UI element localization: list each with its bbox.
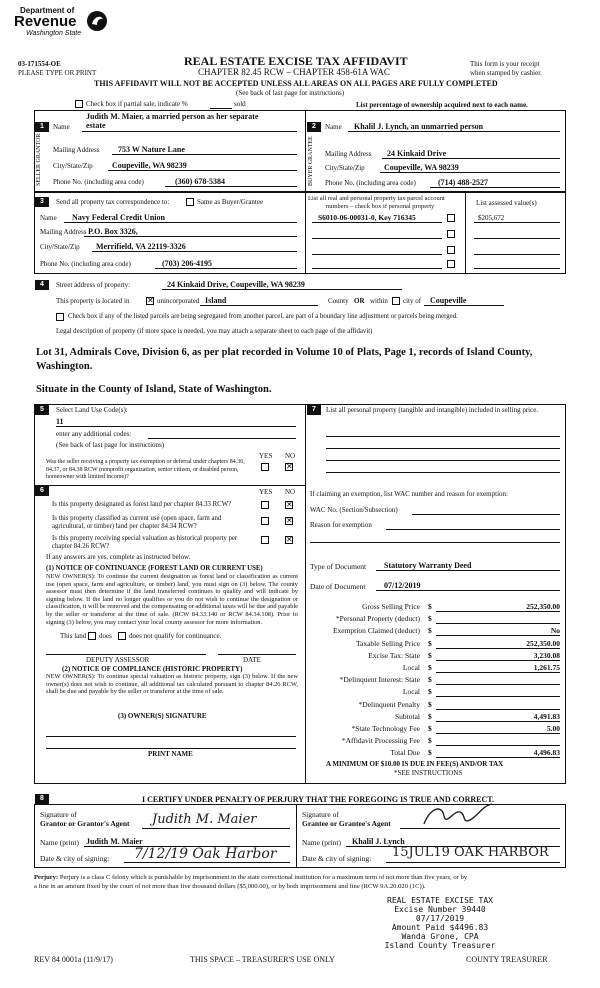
tax-row-line xyxy=(436,696,560,697)
forest-no-checkbox[interactable]: ✕ xyxy=(286,500,293,509)
s6-q2: Is this property classified as current use (open space, farm and agricultural, or timber) land per chapter 84.34 RCW? xyxy=(52,515,222,530)
seller-city: Coupeville, WA 98239 xyxy=(112,161,187,170)
form-code: 03-171554-OE xyxy=(18,60,61,68)
tax-row-label: Total Due xyxy=(390,748,420,758)
s6-no: NO xyxy=(285,488,296,496)
land-use-no: NO xyxy=(285,452,296,460)
land-does-checkbox[interactable] xyxy=(88,632,96,640)
tax-row-value: 4,496.83 xyxy=(533,748,560,758)
land-does-not-checkbox[interactable] xyxy=(118,632,126,640)
notice2-title: (2) NOTICE OF COMPLIANCE (HISTORIC PROPERTY) xyxy=(62,665,243,673)
s6-if-yes: If any answers are yes, complete as instructed below. xyxy=(46,554,191,561)
seller-name-line1: Judith M. Maier, a married person as her separate xyxy=(86,112,259,121)
tax-row-line xyxy=(436,623,560,624)
reason-label: Reason for exemption xyxy=(310,521,372,529)
county-treasurer-label: COUNTY TREASURER xyxy=(466,955,548,964)
tax-row-label: Subtotal xyxy=(394,711,420,721)
tax-row-line xyxy=(436,745,560,746)
grantee-name: Khalil J. Lynch xyxy=(352,837,405,846)
tax-corr-mailing-label: Mailing Address xyxy=(40,228,87,236)
tax-row-label: Local xyxy=(402,663,420,672)
form-warning: THIS AFFIDAVIT WILL NOT BE ACCEPTED UNLESS ALL AREAS ON ALL PAGES ARE FULLY COMPLETED xyxy=(94,79,498,88)
grantor-sig-label-2: Grantor or Grantor's Agent xyxy=(40,819,130,828)
county-name: Island xyxy=(205,296,227,305)
tax-row-line xyxy=(436,721,560,722)
forest-yes-checkbox[interactable] xyxy=(261,501,269,509)
tax-row-currency: $ xyxy=(428,699,432,709)
form-subtitle: CHAPTER 82.45 RCW – CHAPTER 458-61A WAC xyxy=(198,67,390,77)
receipt-note-1: This form is your receipt xyxy=(470,60,540,68)
stamp-line-2: Excise Number 39440 xyxy=(394,905,486,914)
tax-row-value: 5.00 xyxy=(546,724,560,733)
assessed-value: $205,672 xyxy=(478,214,505,222)
buyer-mailing: 24 Kinkaid Drive xyxy=(387,149,447,158)
buyer-phone-label: Phone No. (including area code) xyxy=(325,179,416,187)
tax-corr-city: Merrifield, VA 22119-3326 xyxy=(96,242,186,251)
dept-line2: Revenue xyxy=(14,13,77,30)
form-revision: REV 84 0001a (11/9/17) xyxy=(34,955,113,964)
tax-row-value: No xyxy=(550,626,560,636)
section-4-tag: 4 xyxy=(35,280,49,290)
unincorporated-label: unincorporated xyxy=(157,297,200,305)
wac-label: WAC No. (Section/Subsection) xyxy=(310,506,398,514)
personal-prop-label: List all personal property (tangible and intangible) included in selling price. xyxy=(326,406,539,414)
tax-row-line xyxy=(436,733,560,734)
unincorporated-checkbox[interactable]: ✕ xyxy=(147,296,154,305)
county-label: County xyxy=(328,297,349,305)
tax-corr-name: Navy Federal Credit Union xyxy=(72,213,165,222)
seller-name-line2: estate xyxy=(86,121,106,130)
situate-line: Situate in the County of Island, State of Washington. xyxy=(36,384,272,395)
tax-row-label: Excise Tax: State xyxy=(368,650,420,660)
current-use-yes-checkbox[interactable] xyxy=(261,517,269,525)
tax-row-line xyxy=(436,672,560,673)
personal-property-checkbox-4[interactable] xyxy=(447,260,455,268)
parcel-header-1: List all real and personal property tax parcel account xyxy=(308,195,445,202)
personal-property-checkbox-1[interactable] xyxy=(447,214,455,222)
legal-line-2: Washington. xyxy=(36,361,93,372)
buyer-mailing-label: Mailing Address xyxy=(325,150,372,158)
tax-row-line xyxy=(436,684,560,685)
perjury-line-1 xyxy=(34,874,467,881)
partial-sale-sold: sold xyxy=(234,100,246,108)
exemption-question: Was the seller receiving a property tax exemption or deferral under chapters 84.36, 84.37, or 84.38 RCW (nonprofit organization, senior citizen, or disabled person, homeowner with limited income)? xyxy=(46,459,245,480)
exemption-list-label: If claiming an exemption, list WAC number and reason for exemption: xyxy=(310,490,508,498)
partial-sale-checkbox[interactable] xyxy=(75,100,83,108)
s6-yes: YES xyxy=(259,488,273,496)
legal-label: Legal description of property (if more space is needed, you may attach a separate sheet to each page of the affidavit) xyxy=(56,328,373,335)
doc-type-label: Type of Document xyxy=(310,562,367,571)
tax-row-label: Exemption Claimed (deduct) xyxy=(332,626,420,636)
tax-row-value: 252,350.00 xyxy=(526,602,560,611)
personal-property-checkbox-2[interactable] xyxy=(447,230,455,238)
tax-row-label: *Affidavit Processing Fee xyxy=(341,736,420,746)
buyer-side-label: BUYER GRANTEE xyxy=(308,136,314,186)
tax-row-label: *Delinquent Interest: State xyxy=(339,675,420,685)
buyer-city: Coupeville, WA 98239 xyxy=(384,163,459,172)
form-title: REAL ESTATE EXCISE TAX AFFIDAVIT xyxy=(184,54,408,68)
segregation-checkbox[interactable] xyxy=(56,313,64,321)
tax-row-currency: $ xyxy=(428,650,432,660)
receipt-note-2: when stamped by cashier. xyxy=(470,69,542,77)
tax-row-line xyxy=(436,660,560,661)
tax-row-line xyxy=(436,709,560,710)
tax-row-line xyxy=(436,757,560,758)
segregation-label: Check box if any of the listed parcels are being segregated from another parcel, are part of a boundary line adjustment or parcels being merged. xyxy=(68,313,458,320)
this-land-label: This land xyxy=(60,632,87,640)
section-3-tag: 3 xyxy=(35,197,49,207)
buyer-name: Khalil J. Lynch, an unmarried person xyxy=(354,122,484,131)
seller-city-label: City/State/Zip xyxy=(53,162,93,170)
tax-row-currency: $ xyxy=(428,663,432,672)
does-label: does xyxy=(99,632,112,640)
tax-row-label: Gross Selling Price xyxy=(362,602,420,611)
tax-row-line xyxy=(436,648,560,649)
grantee-sig-label-2: Grantee or Grantee's Agent xyxy=(302,819,391,828)
tax-row-currency: $ xyxy=(428,724,432,733)
s6-q1: Is this property designated as forest land per chapter 84.33 RCW? xyxy=(52,501,232,508)
city-of-label: city of xyxy=(403,297,422,305)
grantor-date-city: 7/12/19 Oak Harbor xyxy=(134,846,277,862)
deputy-assessor-label: DEPUTY ASSESSOR xyxy=(86,656,150,664)
partial-sale-label: Check box if partial sale, indicate % xyxy=(86,100,188,108)
stamp-line-3: 07/17/2019 xyxy=(415,914,465,923)
tax-row-currency: $ xyxy=(428,736,432,746)
dept-line1: Department of xyxy=(20,6,75,15)
street-label: Street address of property: xyxy=(56,281,131,289)
land-use-label: Select Land Use Code(s): xyxy=(56,406,128,414)
seller-side-label: SELLER GRANTOR xyxy=(36,133,42,186)
wa-seal-icon xyxy=(86,10,108,32)
buyer-name-label: Name xyxy=(325,123,342,131)
tax-corr-mailing: P.O. Box 3326, xyxy=(88,227,138,236)
grantor-signature: Judith M. Maier xyxy=(152,812,257,827)
tax-row-currency: $ xyxy=(428,748,432,758)
legal-line-1: Lot 31, Admirals Cove, Division 6, as per plat recorded in Volume 10 of Plats, Page 1, records of Island County, xyxy=(36,347,533,358)
grantee-sig-label-1: Signature of xyxy=(302,810,339,819)
personal-property-checkbox-3[interactable] xyxy=(447,246,455,254)
buyer-phone: (714) 488-2527 xyxy=(438,178,488,187)
same-as-buyer-checkbox[interactable] xyxy=(186,198,194,206)
tax-row-currency: $ xyxy=(428,602,432,611)
print-note: PLEASE TYPE OR PRINT xyxy=(18,69,97,77)
historic-yes-checkbox[interactable] xyxy=(261,536,269,544)
street-address: 24 Kinkaid Drive, Coupeville, WA 98239 xyxy=(167,280,305,289)
tax-corr-name-label: Name xyxy=(40,214,57,222)
section-2-tag: 2 xyxy=(307,122,321,132)
stamp-line-5: Wanda Grone, CPA xyxy=(401,932,479,941)
land-use-code: 11 xyxy=(56,417,64,426)
parcel-number: S6010-06-00031-0, Key 716345 xyxy=(318,213,416,222)
grantee-date-city: 15JUL19 OAK HARBOR xyxy=(392,845,549,860)
parcel-header-2: numbers – check box if personal property xyxy=(326,203,435,210)
seller-mailing-label: Mailing Address xyxy=(53,146,100,154)
tax-row-line xyxy=(436,611,560,612)
section-5-tag: 5 xyxy=(35,405,49,415)
tax-row-value: 3,230.08 xyxy=(533,650,560,660)
grantor-date-label: Date & city of signing: xyxy=(40,854,110,863)
print-name-label: PRINT NAME xyxy=(148,750,193,758)
tax-row-currency: $ xyxy=(428,638,432,648)
grantor-name: Judith M. Maier xyxy=(86,837,143,846)
perjury-text-1: Perjury is a class C felony which is punishable by imprisonment in the state correctional institution for a maximum term of not more than five years, or by xyxy=(59,874,468,881)
grantor-name-label: Name (print) xyxy=(40,838,79,847)
tax-row-label: *State Technology Fee xyxy=(351,724,420,733)
notice1-title: (1) NOTICE OF CONTINUANCE (FOREST LAND OR CURRENT USE) xyxy=(46,565,263,572)
historic-no-checkbox[interactable]: ✕ xyxy=(286,535,293,544)
buyer-city-label: City/State/Zip xyxy=(325,164,365,172)
grantee-signature-mark xyxy=(420,800,500,830)
owner-sig-label: (3) OWNER(S) SIGNATURE xyxy=(118,712,207,720)
section-8-tag: 8 xyxy=(35,794,49,804)
tax-row-currency: $ xyxy=(428,687,432,697)
does-not-label: does not qualify for continuance. xyxy=(129,632,222,640)
tax-row-label: *Personal Property (deduct) xyxy=(335,614,420,624)
section-6-tag: 6 xyxy=(35,486,49,496)
tax-corr-phone-label: Phone No. (including area code) xyxy=(40,260,131,268)
grantee-date-label: Date & city of signing: xyxy=(302,854,372,863)
land-use-yes: YES xyxy=(259,452,273,460)
seller-phone: (360) 678-5384 xyxy=(175,177,225,186)
tax-row-value: 252,350.00 xyxy=(526,638,560,648)
perjury-label: Perjury: xyxy=(34,874,59,881)
city-of-checkbox[interactable] xyxy=(392,297,400,305)
s6-q3: Is this property receiving special valuation as historical property per chapter 84.26 RCW? xyxy=(52,535,238,550)
doc-date: 07/12/2019 xyxy=(384,581,421,590)
minimum-note: A MINIMUM OF $10.00 IS DUE IN FEE(S) AND/OR TAX xyxy=(326,760,504,768)
section-1-tag: 1 xyxy=(35,122,49,132)
tax-row-line xyxy=(436,635,560,636)
exemption-yes-checkbox[interactable] xyxy=(261,463,269,471)
deputy-date-label: DATE xyxy=(243,656,261,664)
perjury-text-2: a fine in an amount fixed by the court of not more than five thousand dollars ($5,000.00), or by both imprisonment and fine (RCW 9A.20.020 (1C)). xyxy=(34,883,426,890)
tax-row-currency: $ xyxy=(428,675,432,685)
within-label: within xyxy=(370,297,388,305)
section-7-tag: 7 xyxy=(307,405,321,415)
exemption-no-checkbox[interactable]: ✕ xyxy=(286,462,293,471)
grantor-sig-label-1: Signature of xyxy=(40,810,77,819)
tax-row-value: 1,261.75 xyxy=(533,663,560,672)
seller-mailing: 753 W Nature Lane xyxy=(118,145,185,154)
list-pct-note: List percentage of ownership acquired next to each name. xyxy=(356,101,528,109)
current-use-no-checkbox[interactable]: ✕ xyxy=(286,516,293,525)
seller-name-label: Name xyxy=(53,123,70,131)
doc-date-label: Date of Document xyxy=(310,582,366,591)
tax-row-currency: $ xyxy=(428,614,432,624)
located-label: This property is located in xyxy=(56,297,130,305)
doc-type: Statutory Warranty Deed xyxy=(384,561,472,570)
dept-line3: Washington State xyxy=(26,30,82,37)
tax-row-value: 4,491.83 xyxy=(533,711,560,721)
see-instr-note: *SEE INSTRUCTIONS xyxy=(394,769,463,777)
seller-phone-label: Phone No. (including area code) xyxy=(53,178,144,186)
same-as-buyer-label: Same as Buyer/Grantee xyxy=(197,198,264,206)
tax-row-currency: $ xyxy=(428,626,432,636)
notice2-body: NEW OWNER(S): To continue special valuation as historic property, sign (3) below. If the new owner(s) does not wish to continue, all additional tax calculated pursuant to chapter 84.26 RCW, shall be due and payable by the seller or transferor at the time of sale. xyxy=(46,673,298,696)
or-label: OR xyxy=(354,297,365,305)
land-use-see-back: (See back of last page for instructions) xyxy=(56,441,165,449)
stamp-line-1: REAL ESTATE EXCISE TAX xyxy=(387,896,493,905)
stamp-line-4: Amount Paid $4496.83 xyxy=(391,923,489,932)
notice1-body: NEW OWNER(S): To continue the current designation as forest land or classification as current use (open space, farm and agriculture, or timber) land, you must sign on (3) below. The county assessor must then determine if the land transferred continues to qualify and will indicate by signing below. If the land no longer qualifies or you do not wish to continue the designation or classification, it will be removed and the compensating or additional taxes will be due and payable by the seller or transferor at the time of sale. (RCW 84.33.140 or RCW 84.34.108). Prior to signing (3) below, you may contact your local county assessor for more information. xyxy=(46,573,298,626)
stamp-line-6: Island County Treasurer xyxy=(384,941,496,950)
assessed-header: List assessed value(s) xyxy=(476,199,537,207)
tax-corr-city-label: City/State/Zip xyxy=(40,243,80,251)
tax-row-currency: $ xyxy=(428,711,432,721)
certify-statement: I CERTIFY UNDER PENALTY OF PERJURY THAT THE FOREGOING IS TRUE AND CORRECT. xyxy=(142,795,495,804)
grantee-name-label: Name (print) xyxy=(302,838,341,847)
tax-row-label: Local xyxy=(402,687,420,697)
city-name: Coupeville xyxy=(430,296,467,305)
tax-row-label: Taxable Selling Price xyxy=(355,638,420,648)
tax-corr-phone: (703) 206-4195 xyxy=(162,259,212,268)
tax-row-label: *Delinquent Penalty xyxy=(358,699,420,709)
additional-codes-label: enter any additional codes: xyxy=(56,430,132,438)
see-back-note: (See back of last page for instructions) xyxy=(236,89,345,97)
tax-corr-label: Send all property tax correspondence to: xyxy=(56,198,170,206)
treasurer-space-note: THIS SPACE – TREASURER'S USE ONLY xyxy=(190,955,335,964)
